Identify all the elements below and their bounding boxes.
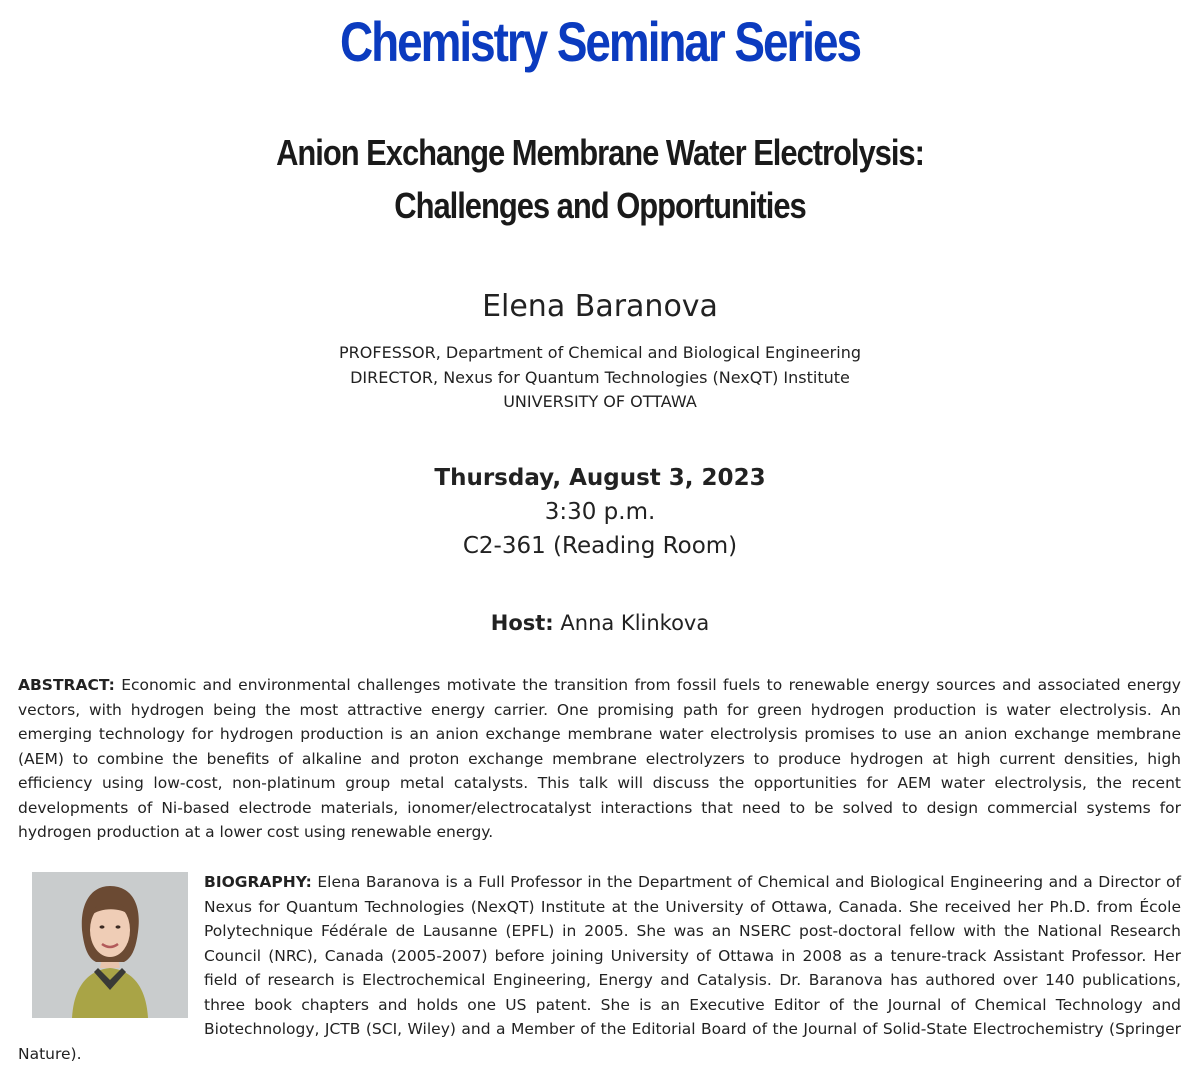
event-date: Thursday, August 3, 2023 xyxy=(434,465,766,491)
abstract-label: ABSTRACT: xyxy=(18,676,115,694)
speaker-photo-image xyxy=(32,872,188,1018)
host-line xyxy=(0,607,1200,639)
speaker-affiliations xyxy=(0,341,1200,415)
speaker-photo xyxy=(32,872,188,1018)
host-name: Anna Klinkova xyxy=(560,611,710,635)
biography-section xyxy=(18,870,1181,1066)
affiliation-professor: PROFESSOR, Department of Chemical and Biological Engineering xyxy=(339,343,861,362)
talk-title-line-1: Anion Exchange Membrane Water Electrolysis: xyxy=(276,132,924,173)
talk-title xyxy=(84,126,1116,232)
biography-text: Elena Baranova is a Full Professor in the Department of Chemical and Biological Engineering and a Director of Nexus for Quantum Technologies (NexQT) Institute at the University of Ottawa, Canada. She received her Ph.D. from École Polytechnique Fédérale de Lausanne (EPFL) in 2005. She was an NSERC post-doctoral fellow with the National Research Council (NRC), Canada (2005-2007) before joining University of Ottawa in 2008 as a tenure-track Assistant Professor. Her field of research is Electrochemical Engineering, Energy and Catalysis. Dr. Baranova has authored over 140 publications, three book chapters and holds one US patent. She is an Executive Editor of the Journal of Chemical Technology and Biotechnology, JCTB (SCI, Wiley) and a Member of the Editorial Board of the Journal of Solid-State Electrochemistry (Springer Nature). xyxy=(18,873,1181,1063)
talk-title-line-2: Challenges and Opportunities xyxy=(394,185,806,226)
abstract-paragraph xyxy=(18,673,1181,845)
affiliation-university: UNIVERSITY OF OTTAWA xyxy=(503,392,697,411)
affiliation-director: DIRECTOR, Nexus for Quantum Technologies (NexQT) Institute xyxy=(350,367,850,387)
event-room: C2-361 (Reading Room) xyxy=(462,533,738,559)
abstract-text: Economic and environmental challenges motivate the transition from fossil fuels to renewable energy sources and associated energy vectors, with hydrogen being the most attractive energy carrier. One promising path for green hydrogen production is water electrolysis. An emerging technology for hydrogen production is an anion exchange membrane water electrolysis promises to use an anion exchange membrane (AEM) to combine the benefits of alkaline and proton exchange membrane electrolyzers to produce hydrogen at high current densities, high efficiency using low-cost, non-platinum group metal catalysts. This talk will discuss the opportunities for AEM water electrolysis, the recent developments of Ni-based electrode materials, ionomer/electrocatalyst interactions that need to be solved to design commercial systems for hydrogen production at a lower cost using renewable energy. xyxy=(18,676,1181,841)
biography-label: BIOGRAPHY: xyxy=(204,873,312,891)
speaker-name: Elena Baranova xyxy=(482,289,718,324)
series-title: Chemistry Seminar Series xyxy=(340,10,860,73)
host-label: Host: xyxy=(490,611,554,635)
event-time: 3:30 p.m. xyxy=(544,499,656,525)
